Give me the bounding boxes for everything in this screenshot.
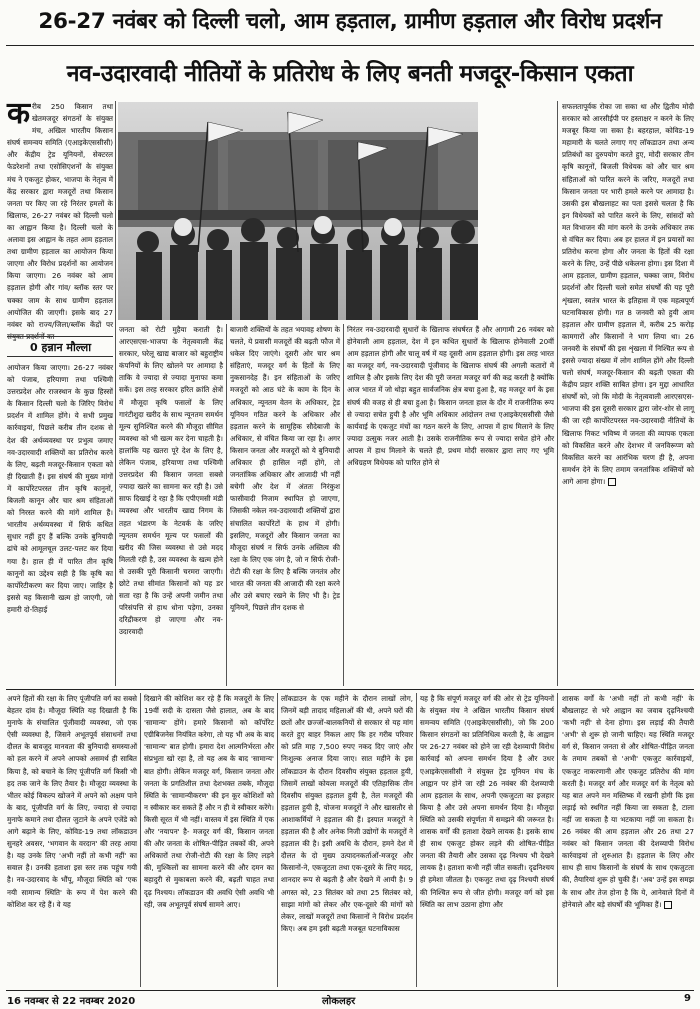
bottom-column-2-text: दिखाने की कोशिश कर रहे हैं कि मजदूरों के लिए 19वीं सदी के दासता जैसे हालात, अब के बाद 'सामान्य' होंगे। हमारे किसानों को कॉर्पोरेट एग्रीबिजनेस नियंत्रित करेगा, तो यह भी अब के बाद 'सामान्य' बात होगी। हमारा देश आत्मनिर्भरता और संप्रभुता खो रहा है, तो यह अब के बाद 'सामान्य' बात होगी। लेकिन मजदूर वर्ग, किसान जनता और जनता के प्रगतिशील तथा देशभक्त तबके, मौजूदा स्थिति के 'सामान्यीकरण' की इन कूर कोशिशों को न स्वीकार कर सकते हैं और न ही वे स्वीकार करेंगे। किसी सूरत में भी नहीं। वास्तव में इस स्थिति में एक और 'नयापन' है- मजदूर वर्ग की, किसान जनता की और जनता के शोषित-पीड़ित तबकों की, अपने अधिकारों तथा रोजी-रोटी की रक्षा के लिए लड़ने की, मुश्किलों का सामना करने की और दमन का बहादुरी से मुकाबला करने की, बढ़ती चाहत तथा दृढ़ निश्चय। लॉकडाउन की अवधि ऐसी अवधि भी रही, जब अभूतपूर्व संघर्ष सामने आए। <box>144 694 274 909</box>
column-divider <box>226 324 227 686</box>
end-mark-icon <box>608 478 616 486</box>
protest-photo <box>118 102 478 320</box>
column-4-mid <box>347 324 554 686</box>
page-number: 9 <box>684 993 691 1004</box>
headline-line-1: 26-27 नवंबर को दिल्ली चलो, आम हड़ताल, ग्रामीण हड़ताल और विरोध प्रदर्शन <box>38 9 662 34</box>
bottom-column-4 <box>420 693 554 987</box>
column-divider <box>557 693 558 987</box>
bottom-column-1 <box>7 693 137 987</box>
byline-rule <box>7 336 113 337</box>
bottom-column-5 <box>562 693 694 987</box>
drop-cap: क <box>7 96 31 131</box>
column-2-mid <box>119 324 223 686</box>
byline-rule <box>7 356 113 357</box>
column-divider <box>140 693 141 987</box>
column-divider <box>557 101 558 686</box>
footer-rule <box>6 990 694 991</box>
column-divider <box>277 693 278 987</box>
footer-date: 16 नवम्बर से 22 नवम्बर 2020 <box>7 996 136 1007</box>
column-4-text: निरंतर नव-उदारवादी सुधारों के खिलाफ संघर्षरत हैं और आगामी 26 नवंबर को होनेवाली आम हड़ताल, देश में इन कथित सुधारों के खिलाफ होनेवाली 20वीं आम हड़ताल होगी और चालू वर्ष में यह दूसरी आम हड़ताल होगी। इस तरह भारत का मजदूर वर्ग, नव-उदारवादी पूंजीवाद के खिलाफ संघर्ष की अगली कतारों में शामिल है और इसके लिए देश की पूरी जनता मजदूर वर्ग की कद्र करती है क्योंकि आज भारत में जो थोड़ा बहुत सार्वजनिक क्षेत्र बचा हुआ है, वह मजदूर वर्ग के इस संघर्ष की वजह से ही बचा हुआ है। किसान जनता हाल के दौर में राजनीतिक रूप से ज्यादा सचेत हुयी है और भूमि अधिकार आंदोलन तथा एआइकेएससीसी जैसे कार्यवाई के एकजुट मंचों का गठन करने के लिए, आपस में हाथ मिलाने के लिए ज्यादा उत्सुक नजर आती है। उसके राजनीतिक रूप से ज्यादा सचेत होने और आपस में हाथ मिलाने के चलते ही, प्रथम मोदी सरकार द्वारा लाए गए भूमि अधिग्रहण विधेयक को पारित होने से <box>347 325 554 468</box>
column-5-text: सफलतापूर्वक रोका जा सका था और द्वितीय मोदी सरकार को आरसीईपी पर हस्ताक्षर न करने के लिए मजबूर किया जा सका है। बहरहाल, कोविड-19 महामारी के चलते लगाए गए लॉकडाउन तथा अन्य प्रतिबंधों का दुरुपयोग करते हुए, मोदी सरकार तीन कृषि कानूनों, बिजली विधेयक को और चार श्रम संहिताओं को पारित करने के जरिए, मजदूरों तथा किसान जनता पर भारी हमले करने पर आमादा है। उसकी इस बौखलाहट का पता इससे चलता है कि इन विधेयकों को पारित करने के लिए, सांसदों को मत विभाजन की मांग करने के उनके अधिकार तक से वंचित कर दिया। अब हर हालत में इन प्रयासों का प्रतिरोध करना होगा और जनता के हितों की रक्षा करने के लिए, उन्हें पीछे धकेलना होगा। इस दिशा में आम हड़ताल, ग्रामीण हड़ताल, चक्का जाम, विरोध प्रदर्शनों और दिल्ली चलो समेत संघर्षों की यह पूरी शृंखला, स्वतंत्र भारत के इतिहास में एक महत्वपूर्ण घटनाविकास होगी। गत 8 जनवरी को हुयी आम हड़ताल और ग्रामीण हड़ताल में, करीब 25 करोड़ कामगारों और किसानों ने भाग लिया था। 26 जनवरी के संघर्षों की इस शृंखला में निश्चित रूप से इससे ज्यादा संख्या में लोग शामिल होंगे और दिल्ली चलो संघर्ष, मजदूर-किसान की बढ़ती एकता की केंद्रीय प्रहार शक्ति साबित होगा। इन मुद्दा आधारित संघर्षों को, जो कि मोदी के नेतृत्ववाली आरएसएस-भाजपा की इस दूसरी सरकार द्वारा जोर-शोर से लागू की जा रही कार्पोरेटपरस्त नव-उदारवादी नीतियों के खिलाफ निकट भविष्य में जनता की व्यापक एकता को विकसित करने और देशभर में जनविरूप्ण को विकसित करने का आरंभिक चरण ही है, अपना समर्थन देने के लिए तमाम जनतांत्रिक शक्तियों को आगे आना होगा। <box>562 102 694 486</box>
column-1-mid <box>7 362 113 686</box>
column-3-text: बाजारी शक्तियों के तहत भयावह शोषण के चलते, ये प्रवासी मजदूरों की बढ़ती फौज में धकेल दिए जाएंगे। दूसरी ओर चार श्रम संहिताएं, मजदूर वर्ग के हितों के लिए नुकसानदेह हैं। इन संहिताओं के जरिए मजदूरों को आठ घंटे के काम के दिन के अधिकार, न्यूनतम वेतन के अधिकार, ट्रेड यूनियन गठित करने के अधिकार और हड़ताल करने के सामूहिक सौदेबाजी के अधिकार, से वंचित किया जा रहा है। अगर किसान जनता और मजदूरों को ये बुनियादी अधिकार ही हासिल नहीं होंगे, तो जनतांत्रिक अधिकार और आजादी भी नहीं बचेगी और देश में अंततः निरंकुश फासीवादी निजाम स्थापित हो जाएगा, जिसकी नकेल नव-उदारवादी शक्तियों द्वारा संचालित कार्पोरेटों के हाथ में होगी। इसलिए, मजदूरों और किसान जनता का मौजूदा संघर्ष न सिर्फ उनके अस्तित्व की रक्षा के लिए एक जंग है, जो न सिर्फ रोजी-रोटी की रक्षा के लिए है बल्कि जनतंत्र और भारत की जनता की आजादी की रक्षा करने और उसे बचाए रखने के लिए भी है। ट्रेड यूनियनें, पिछले तीन दशक से <box>230 325 340 613</box>
intro-text: रीब 250 किसान तथा खेतमजदूर संगठनों के संयुक्त मंच, अखिल भारतीय किसान संघर्ष समन्वय समिति (एआइकेएससीसी) और केंद्रीय ट्रेड यूनियनों, सेक्टरल फेडरेशनों तथा एसोसिएशनों के संयुक्त मंच ने एकजुट होकर, भाजपा के नेतृत्व में केंद्र सरकार द्वारा मजदूरों तथा किसान जनता पर किए जा रहे निरंतर हमलों के खिलाफ, 26-27 नवंबर को दिल्ली चलो का आह्वान किया है। दिल्ली चलो के अलावा इस आह्वान के तहत आम हड़ताल तथा ग्रामीण हड़ताल का आयोजन किया जाएगा और विरोध प्रदर्शनों का आयोजन किया जाएगा। 26 नवंबर को आम हड़ताल होगी और गांव/ ब्लॉक स्तर पर चक्का जाम के साथ ग्रामीण हड़ताल आयोजित की जाएगी। इसके बाद 27 नवंबर को राज्य/जिला/ब्लॉक केंद्रों पर <box>7 102 113 329</box>
column-5-top <box>562 101 694 686</box>
column-2-text: जनता को रोटी मुहैया कराती है। आरएसएस-भाजपा के नेतृत्ववाली केंद्र सरकार, घरेलू खाद्य बाजार को बहुराष्ट्रीय कंपनियों के लिए खोलने पर आमादा है ताकि वे ज्यादा से ज्यादा मुनाफा कमा सकें। इस तरह सरकार हरित क्रांति क्षेत्रों में मौजूदा कृषि फसलों के लिए गारंटीशुदा खरीद के साथ न्यूनतम समर्थन मूल्य सुनिश्चित करने की मौजूदा सीमित व्यवस्था को भी खत्म कर देना चाहती है। हालांकि यह खतरा पूरे देश के लिए है, लेकिन पंजाब, हरियाणा तथा पश्चिमी उत्तरप्रदेश की किसान जनता सबसे ज्यादा खतरे का सामना कर रही है। उसे साफ दिखाई दे रहा है कि एपीएमसी मंडी व्यवस्था और भारतीय खाद्य निगम के तहत भंडारण के नेटवर्क के जरिए न्यूनतम समर्थन मूल्य पर फसलों की खरीद की जिस व्यवस्था से उसे मदद मिलती रही है, उस व्यवस्था के खत्म होने से उसकी पूरी किसानी चरमरा जाएगी। छोटे तथा सीमांत किसानों को यह डर सता रहा है कि उन्हें अपनी जमीन तथा परिसंपत्ति से हाथ धोना पड़ेगा, उनका दरिद्रीकरण हो जाएगा और नव-उदारवादी <box>119 325 223 637</box>
column-3-mid <box>230 324 340 686</box>
bottom-column-2 <box>144 693 274 987</box>
end-mark-icon <box>664 901 672 909</box>
footer-publication: लोकलहर <box>322 996 356 1007</box>
bottom-column-3 <box>281 693 413 987</box>
column-divider <box>115 101 116 686</box>
column-divider <box>416 693 417 987</box>
column-divider <box>343 324 344 686</box>
bottom-column-5-text: शासक वर्गों के 'अभी नहीं तो कभी नहीं' के बौखलाहट से भरे आह्वान का जवाब दृढ़निश्चयी 'कभी नहीं' से देना होगा। इस लड़ाई की तैयारी 'अभी' से शुरू हो जानी चाहिए। यह स्थिति मजदूर वर्ग से, किसान जनता से और शोषित-पीड़ित जनता के तमाम तबकों से 'अभी' एकजुट कार्रवाइयों, एकजुट नाकरणानी और एकजुट प्रतिरोध की मांग करती है। मजदूर वर्ग और मजदूर वर्ग के नेतृत्व को यह बात अपने मन मस्तिष्क में रखनी होगी कि इस लड़ाई को स्थगित नहीं किया जा सकता है, टाला नहीं जा सकता है या भटकाया नहीं जा सकता है। 26 नवंबर की आम हड़ताल और 26 तथा 27 नवंबर को किसान जनता की देशव्यापी विरोध कार्रवाइयां तो शुरुआत हैं। हड़ताल के लिए और साथ ही साथ किसानों के संघर्ष के साथ एकजुटता की, तैयारियां शुरू हो चुकी हैं। 'अब' उन्हें इस समझ के साथ और तेज होना है कि ये, आनेवाले दिनों में होनेवाले और बड़े संघर्षों की भूमिका हैं। <box>562 694 694 909</box>
bottom-column-3-text: लॉकडाउन के एक महीने के दौरान लाखों लोग, जिनमें बड़ी तादाद महिलाओं की थी, अपने घरों की छतों और छज्जों-बालकनियों से सरकार से यह मांग करते हुए बाहर निकल आए कि हर गरीब परिवार को प्रति माह 7,500 रुपए नकद दिए जाएं और निःशुल्क अनाज दिया जाए। सात महीने के इस लॉकडाउन के दौरान दिवसीय संयुक्त हड़ताल हुयी, जिसमें लाखों कोयला मजदूरों की एतिहासिक तीन दिवसीय संयुक्त हड़ताल हुयी है, तेल मजदूरों की हड़ताल हुयी है, योजना मजदूरों ने और खासतौर से आशाकर्मियों ने हड़ताल की हैं। इस्पात मजदूरों ने हड़ताल की है और अनेक निजी उद्योगों के मजदूरों ने हड़ताल की है। इसी अवधि के दौरान, हमने देश में दौलत के दो मुख्य उत्पादनकर्ताओं-मजदूर और किसानों-ने, एकजुटता तथा एक-दूसरे के लिए मदद, शानदार रूप से बढ़ती है और देखने में आयी है। 9 अगस्त को, 23 सितंबर को तथा 25 सितंबर को, साझा मांगों को लेकर और एक-दूसरे की मांगों को लेकर, लाखों मजदूरों तथा किसानों ने विरोध प्रदर्शन किए। अब हम इसी बढ़ती मजबूत घटनाविकास <box>281 694 413 933</box>
section-divider <box>6 689 694 690</box>
bottom-column-1-text: अपने हितों की रक्षा के लिए पूंजीपति वर्ग का सबसे बेहतर दांव है। मौजूदा स्थिति यह दिखाती है कि मुनाफे के संचालित पूंजीवादी व्यवस्था, जो एक ऐसी व्यवस्था है, जिसने अभूतपूर्व संसाधनों तथा दौलत के बावजूद मानवता की बुनियादी समस्याओं को हल करने में अपने आपको असमर्थ ही साबित किया है, को बचाने के लिए पूंजीपति वर्ग किसी भी हद तक जाने के लिए तैयार है। मौजूदा व्यवस्था के भीतर कोई विकल्प खोजने में अपने को अक्षम पाने के बाद, पूंजीपति वर्ग के लिए, ज्यादा से ज्यादा मुनाफे कमाने तथा दौलत जुटाने के अपने एजेंडे को आगे बढ़ाने के लिए, कोविड-19 तथा लॉकडाउन सुनहरे अवसर, 'भगवान के वरदान' की तरह आया है। यह उनके लिए 'अभी नहीं तो कभी नहीं' का सवाल है। उनकी हताशा इस स्तर तक पहुंच गयी है। नव-उदारवाद के भौंपू, मौजूदा स्थिति को 'एक नयी सामान्य स्थिति' के रूप में पेश करने की कोशिश कर रहे हैं। वे यह <box>7 694 137 909</box>
intro-column <box>7 96 113 333</box>
byline: 0 हन्नान मौल्ला <box>30 341 92 354</box>
headline-divider <box>6 45 694 46</box>
bottom-column-4-text: यह है कि संपूर्ण मजदूर वर्ग की ओर से ट्रेड यूनियनों के संयुक्त मंच ने अखिल भारतीय किसान संघर्ष समन्वय समिति (एआइकेएससीसी), जो कि 200 किसान संगठनों का प्रतिनिधित्व करती है, के आह्वान पर 26-27 नवंबर को होने जा रही देशव्यापी विरोध कार्रवाई को अपना समर्थन दिया है और उधर एआइकेएससीसी ने संयुक्त ट्रेड यूनियन मंच के आह्वान पर होने जा रही 26 नवंबर की देशव्यापी आम हड़ताल के साथ, अपनी एकजुटता का इजहार किया है और उसे अपना समर्थन दिया है। मौजूदा स्थिति को उसकी संपूर्णता में समझने की जरूरत है। शासक वर्गों की हताशा देखने लायक है। इसके साथ ही साथ एकजुट होकर लड़ने की शोषित-पीड़ित जनता की तैयारी और उसका दृढ़ निश्चय भी देखने लायक है। हताशा कभी नहीं जीत सकती। दृढनिश्चय ही हमेशा जीतता है। एकजुट तथा दृढ़ निश्चयी संघर्ष की निश्चित रूप से जीत होगी। मजदूर वर्ग को इस स्थिति का लाभ उठाना होगा और <box>420 694 554 909</box>
headline-line-2: नव-उदारवादी नीतियों के प्रतिरोध के लिए बनती मजदूर-किसान एकता <box>66 61 634 87</box>
protest-photo-graphic <box>118 102 478 320</box>
column-1-text: आयोजन किया जाएगा। 26-27 नवंबर को पंजाब, हरियाणा तथा पश्चिमी उत्तरप्रदेश और राजस्थान के कुछ हिस्सों के किसान दिल्ली चलो के जिरिए विरोध प्रदर्शन में शामिल होंगे। ये सभी प्रमुख कार्रवाइयां, पिछले करीब तीन दशक से देश की अर्थव्यवस्था पर प्रभुत्व जमाए नव-उदारवादी शक्तियों का प्रतिरोध करने के लिए, बढ़ती मजदूर-किसान एकता को ही दिखाती हैं। इस संघर्ष की मुख्य मांगों में कार्पोरेटपरस्त तीन कृषि कानूनों, बिजली कानून और चार श्रम संहिताओं को निरस्त करने की मांगें शामिल हैं। भारतीय अर्थव्यवस्था में सिर्फ कथित सुधार नहीं हुए हैं बल्कि उनके बुनियादी ढांचे को आमूलचूल उलट-पलट कर दिया गया है। हाल ही में पारित तीन कृषि कानूनों का उद्देश्य सही है कि कृषि का कार्पोरेटीकरण कर दिया जाए। जाहिर है इससे यह किसानी खत्म हो जाएगी, जो हमारी दो-तिहाई <box>7 363 113 614</box>
